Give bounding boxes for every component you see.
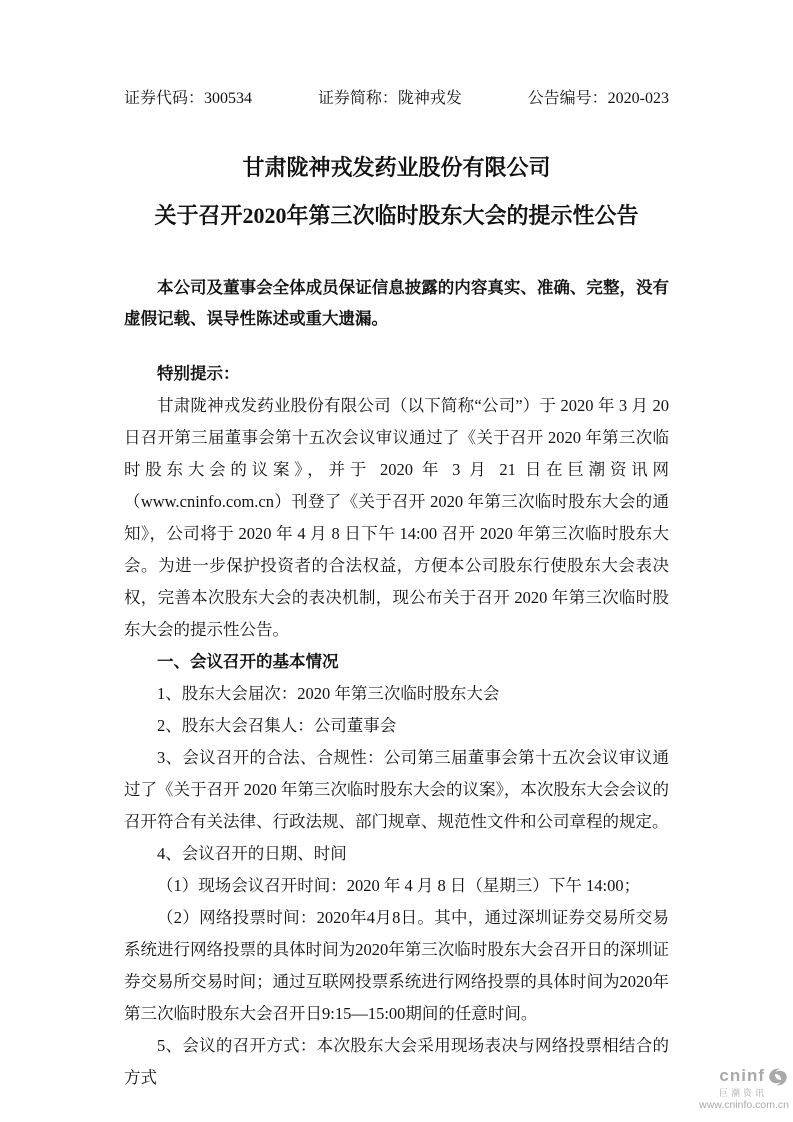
list-item: 5、会议的召开方式：本次股东大会采用现场表决与网络投票相结合的方式 bbox=[124, 1036, 669, 1087]
cninfo-url: www.cninfo.com.cn bbox=[699, 1099, 789, 1112]
intro-paragraph: 甘肃陇神戎发药业股份有限公司（以下简称“公司”）于 2020 年 3 月 20 日召开第三届董事会第十五次会议审议通过了《关于召开 2020 年第三次临时股东大会的议案》，并于 2020 年 3 月 21 日在巨潮资讯网（www.cninfo.com.cn）刊登了《关于召开 2020 年第三次临时股东大会的通知》，公司将于 2020 年 4 月 8 日下午 14:00 召开 2020 年第三次临时股东大会。为进一步保护投资者的合法权益，方便本公司股东行使股东大会表决权，完善本次股东大会的表决机制，现公布关于召开 2020 年第三次临时股东大会的提示性公告。 bbox=[124, 396, 669, 639]
document-header-row bbox=[124, 88, 669, 110]
announcement-title: 关于召开2020年第三次临时股东大会的提示性公告 bbox=[154, 203, 639, 228]
list-item: 1、股东大会届次：2020 年第三次临时股东大会 bbox=[157, 684, 500, 703]
declaration-paragraph: 本公司及董事会全体成员保证信息披露的内容真实、准确、完整，没有虚假记载、误导性陈述或重大遗漏。 bbox=[124, 278, 669, 328]
company-name-title: 甘肃陇神戎发药业股份有限公司 bbox=[242, 155, 551, 180]
document-title-block bbox=[124, 144, 669, 240]
list-item: （1）现场会议召开时间：2020 年 4 月 8 日（星期三）下午 14:00； bbox=[157, 876, 641, 895]
cninfo-brand-row bbox=[699, 1066, 789, 1088]
cninfo-chinese-name: 巨潮资讯 bbox=[718, 1087, 767, 1098]
announcement-number-label: 公告编号：2020-023 bbox=[527, 90, 669, 107]
list-item: 2、股东大会召集人：公司董事会 bbox=[157, 716, 397, 735]
cninfo-watermark bbox=[699, 1066, 789, 1112]
special-notice-heading: 特别提示： bbox=[157, 364, 240, 383]
list-item: 3、会议召开的合法、合规性：公司第三届董事会第十五次会议审议通过了《关于召开 2020 年第三次临时股东大会的议案》，本次股东大会会议的召开符合有关法律、行政法规、部门规章、规范性文件和公司章程的规定。 bbox=[124, 748, 669, 831]
cninfo-swirl-icon bbox=[767, 1066, 789, 1088]
section1-heading: 一、会议召开的基本情况 bbox=[157, 652, 339, 671]
stock-name-label: 证券简称：陇神戎发 bbox=[317, 90, 462, 107]
list-item: 4、会议召开的日期、时间 bbox=[157, 844, 347, 863]
list-item: （2）网络投票时间：2020年4月8日。其中，通过深圳证券交易所交易系统进行网络投票的具体时间为2020年第三次临时股东大会召开日的深圳证券交易所交易时间；通过互联网投票系统进行网络投票的具体时间为2020年第三次临时股东大会召开日9:15—15:00期间的任意时间。 bbox=[124, 908, 669, 1023]
stock-code-label: 证券代码：300534 bbox=[124, 90, 253, 107]
cninfo-brand-text: cninf bbox=[719, 1066, 765, 1086]
document-body bbox=[124, 358, 669, 1094]
